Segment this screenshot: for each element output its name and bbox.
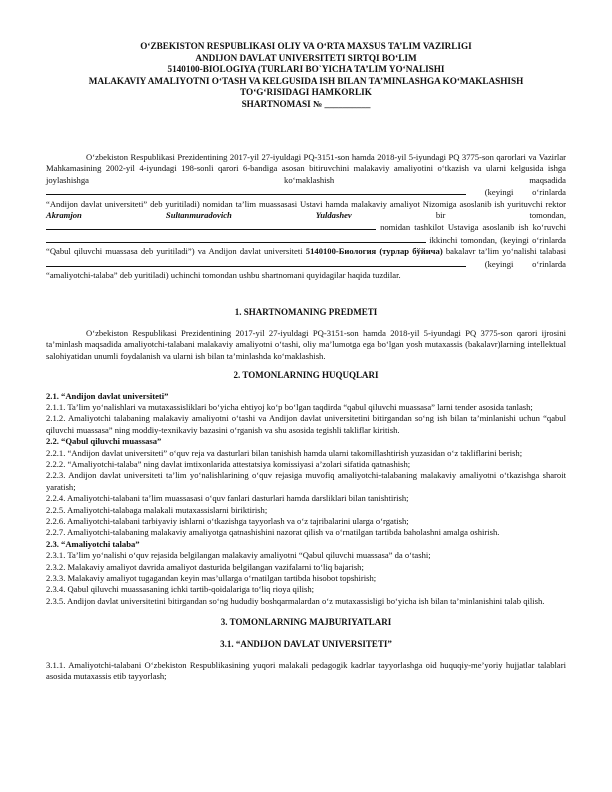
clause-2-3-3: 2.3.3. Malakaviy amaliyot tugagandan keyin mas’ullarga o‘rnatilgan tartibda hisobot topshirish; <box>46 573 377 583</box>
section-3-title: 3. TOMONLARNING MAJBURIYATLARI <box>220 617 392 628</box>
university-title: ANDIJON DAVLAT UNIVERSITETI SIRTQI BO‘LIM <box>195 52 417 63</box>
agreement-subject-line: MALAKAVIY AMALIYOTNI O‘TASH VA KELGUSIDA ISH BILAN TA’MINLASHGA KO‘MAKLASHISH <box>88 75 524 86</box>
clause-2-2-1: 2.2.1. “Andijon davlat universiteti” o‘quv reja va dasturlari bilan tanishish hamda ularni takomillashtirish yuzasidan o‘z takliflarini berish; <box>46 447 523 458</box>
clause-2-2-4: 2.2.4. Amaliyotchi-talabani ta’lim muassasasi o‘quv fanlari dasturlari hamda darsliklari bilan tanishtirish; <box>46 493 409 504</box>
intro-text-2: (keyingi o‘rinlarda “Andijon davlat universiteti” deb yuritiladi) nomidan ta’lim muassasasi Ustavi hamda malakaviy amaliyot Nizomiga asoslanib ish yurituvchi rektor <box>46 187 566 209</box>
clause-2-3-4: 2.3.4. Qabul qiluvchi muassasaning ichki tartib-qoidalariga to‘liq rioya qilish; <box>46 584 315 595</box>
clause-2-1-2: 2.1.2. Amaliyotchi talabaning malakaviy amaliyotni o‘tashi va Andijon davlat universitetini bitirgandan so‘ng ish bilan ta’minlanishi uchun “qabul qiluvchi muassasa” ning moddiy-texnikaviy bazasini o‘rganish va shu asosida tegishli takliflar kiritish. <box>46 413 566 435</box>
clause-2-1-1: 2.1.1. Ta’lim yo‘nalishlari va mutaxassisliklari bo‘yicha ehtiyoj ko‘p bo‘lgan taqdirda “qabul qiluvchi muassasa” larni tender asosida tanlash; <box>46 401 533 412</box>
section-2-title: 2. TOMONLARNING HUQUQLARI <box>233 370 379 381</box>
blank-line <box>46 221 376 230</box>
section-1-text: O‘zbekiston Respublikasi Prezidentining 2017-yil 27-iyuldagi PQ-3151-son hamda 2018-yil 5-iyundagi PQ 3775-son qarori ijrosini ta’minlash maqsadida amaliyotchi-talabani malakaviy amaliyotni o‘tashi, oliy ma’lumotga ega bo‘lgan yosh mutaxassis (bakalavr)larning intellektual salohiyatidan unumli foydalanish va ularni ish bilan ta’minlashda ko‘maklashish. <box>46 327 566 361</box>
program-title: 5140100-BIOLOGIYA (TURLARI BO`YICHA TA’LIM YO‘NALISHI <box>167 64 445 75</box>
document-body <box>46 152 566 683</box>
agreement-subject-line-2: TO‘G‘RISIDAGI HAMKORLIK <box>240 87 372 98</box>
section-1-title: 1. SHARTNOMANING PREDMETI <box>234 307 378 318</box>
subsection-2-3-title: 2.3. “Amaliyotchi talaba” <box>46 538 140 549</box>
clause-2-2-3: 2.2.3. Andijon davlat universiteti ta’lim yo‘nalishlarining o‘quv rejasiga muvofiq amaliyotchi-talabaning malakaviy amaliyotni o‘tkazishga sharoit yaratish; <box>46 470 566 492</box>
subsection-2-1-title: 2.1. “Andijon davlat universiteti” <box>46 390 169 401</box>
clause-2-2-6: 2.2.6. Amaliyotchi-talabani tarbiyaviy ishlarni o‘tkazishga tayyorlash va o‘z tajribalarini ularga o‘rgatish; <box>46 515 409 526</box>
clause-2-3-2: 2.3.2. Malakaviy amaliyot davrida amaliyot dasturida belgilangan vazifalarni to‘liq bajarish; <box>46 561 364 572</box>
clause-3-1-1: 3.1.1. Amaliyotchi-talabani O‘zbekiston Respublikasining yuqori malakali pedagogik kadrlar tayyorlashga oid huquqiy-me’yoriy hujjatlar talablari asosida mutaxassis etib tayyorlash; <box>46 660 566 682</box>
subsection-2-2-title: 2.2. “Qabul qiluvchi muassasa” <box>46 436 162 447</box>
intro-text-4: nomidan tashkilot Ustaviga asoslanib ish ko‘ruvchi <box>380 222 566 233</box>
intro-paragraph <box>46 152 566 281</box>
blank-line <box>46 186 466 195</box>
blank-line <box>46 258 466 267</box>
intro-text-5: ikkinchi tomondan, (keyingi o‘rinlarda “Qabul qiluvchi muassasa deb yuritiladi”) va Andijon davlat universiteti <box>46 234 566 257</box>
clause-2-3-1: 2.3.1. Ta’lim yo‘nalishi o‘quv rejasida belgilangan malakaviy amaliyotni “Qabul qiluvchi muassasa” da o‘tashi; <box>46 550 431 561</box>
intro-text-7: (keyingi o‘rinlarda “amaliyotchi-talaba” deb yuritiladi) uchinchi tomondan ushbu shartnomani quyidagilar haqida tuzdilar. <box>46 258 566 281</box>
document-header <box>40 41 572 111</box>
agreement-number: SHARTNOMASI № __________ <box>241 98 371 109</box>
blank-line <box>46 234 426 243</box>
program-name: 5140100-Биология (турлар бўйича) <box>305 246 443 257</box>
clause-2-2-2: 2.2.2. “Amaliyotchi-talaba” ning davlat imtixonlarida attestatsiya komissiyasi a’zolari sifatida qatnashish; <box>46 458 411 469</box>
clause-2-2-5: 2.2.5. Amaliyotchi-talabaga malakali mutaxassislarni biriktirish; <box>46 504 268 515</box>
ministry-title: O‘ZBEKISTON RESPUBLIKASI OLIY VA O‘RTA MAXSUS TA’LIM VAZIRLIGI <box>140 41 472 51</box>
clause-2-3-5: 2.3.5. Andijon davlat universitetini bitirgandan so‘ng hududiy boshqarmalardan o‘z mutaxassisligi bo‘yicha ish bilan ta’minlanishini talab qilish. <box>46 595 545 606</box>
section-3-1-title: 3.1. “ANDIJON DAVLAT UNIVERSITETI” <box>220 638 392 649</box>
rector-name: Akramjon Sultanmuradovich Yuldashev <box>46 210 352 221</box>
intro-text-6: bakalavr ta’lim yo‘nalishi talabasi <box>445 246 567 257</box>
clause-2-2-7: 2.2.7. Amaliyotchi-talabaning malakaviy amaliyotga qatnashishini nazorat qilish va o‘rnatilgan tartibda baholashni amalga oshirish. <box>46 527 500 538</box>
intro-text-3: bir tomondan, <box>435 210 566 221</box>
intro-text-1: O‘zbekiston Respublikasi Prezidentining 2017-yil 27-iyuldagi PQ-3151-son hamda 2018-yil 5-iyundagi PQ 3775-son qarorlari va Vazirlar Mahkamasining 2002-yil 4-iyundagi 198-sonli qarori 6-bandiga asosan bitiruvchini malakaviy amaliyotini o‘tkazish va ularni kelgusida ishga joylashishga ko‘maklashish maqsadida <box>46 152 566 185</box>
